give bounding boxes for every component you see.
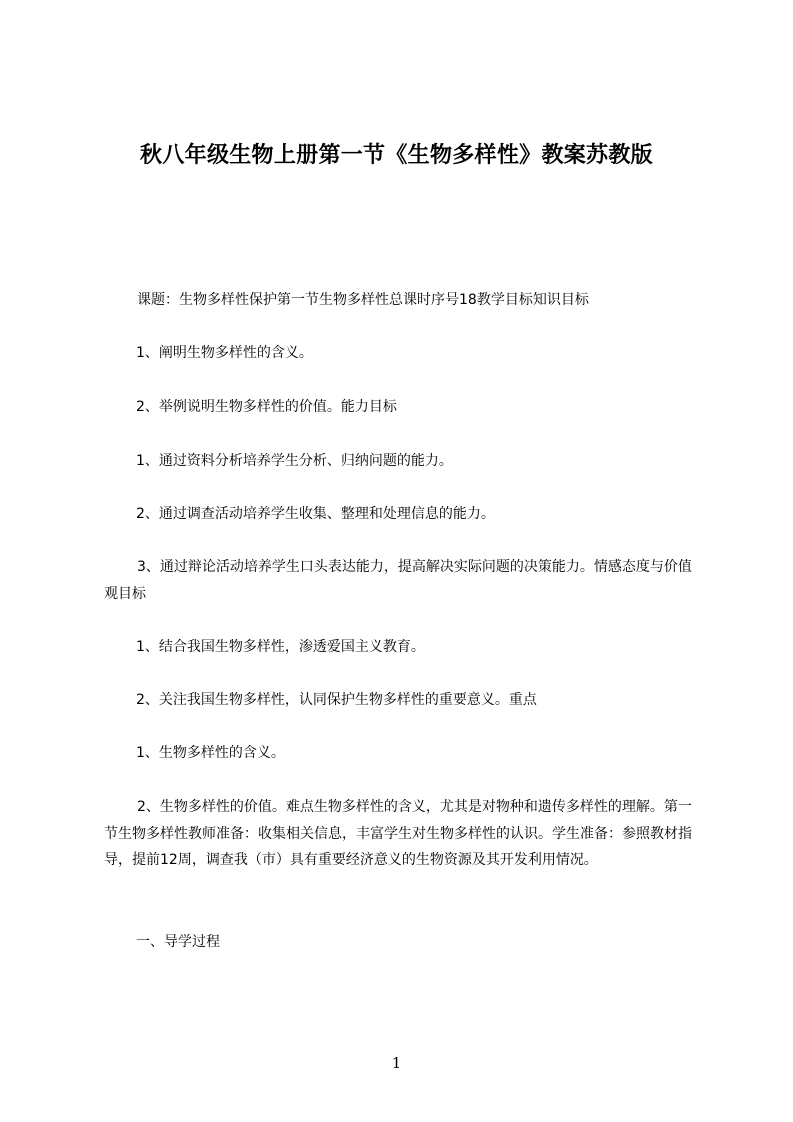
paragraph-ability-goal-3: 3、通过辩论活动培养学生口头表达能力，提高解决实际问题的决策能力。情感态度与价值观目标 (104, 559, 692, 602)
paragraph-ability-goal-2: 2、通过调查活动培养学生收集、整理和处理信息的能力。 (136, 506, 495, 522)
paragraph-lesson-topic: 课题：生物多样性保护第一节生物多样性总课时序号18教学目标知识目标 (137, 292, 589, 308)
paragraph-ability-goal-1: 1、通过资料分析培养学生分析、归纳问题的能力。 (136, 453, 453, 469)
paragraph-emotion-goal-2: 2、关注我国生物多样性，认同保护生物多样性的重要意义。重点 (136, 692, 537, 708)
paragraph-knowledge-goal-1: 1、阐明生物多样性的含义。 (136, 345, 313, 361)
paragraph-key-point-2-and-preparation: 2、生物多样性的价值。难点生物多样性的含义，尤其是对物种和遗传多样性的理解。第一节生物多样性教师准备：收集相关信息，丰富学生对生物多样性的认识。学生准备：参照教材指导，提前12周，调查我（市）具有重要经济意义的生物资源及其开发利用情况。 (104, 799, 692, 868)
section-heading-guided-learning: 一、导学过程 (136, 934, 220, 950)
paragraph-key-point-1: 1、生物多样性的含义。 (136, 745, 285, 761)
document-title: 秋八年级生物上册第一节《生物多样性》教案苏教版 (140, 143, 653, 168)
paragraph-emotion-goal-1: 1、结合我国生物多样性，渗透爱国主义教育。 (136, 639, 425, 655)
page-number: 1 (391, 1054, 402, 1072)
paragraph-knowledge-goal-2: 2、举例说明生物多样性的价值。能力目标 (136, 399, 397, 415)
